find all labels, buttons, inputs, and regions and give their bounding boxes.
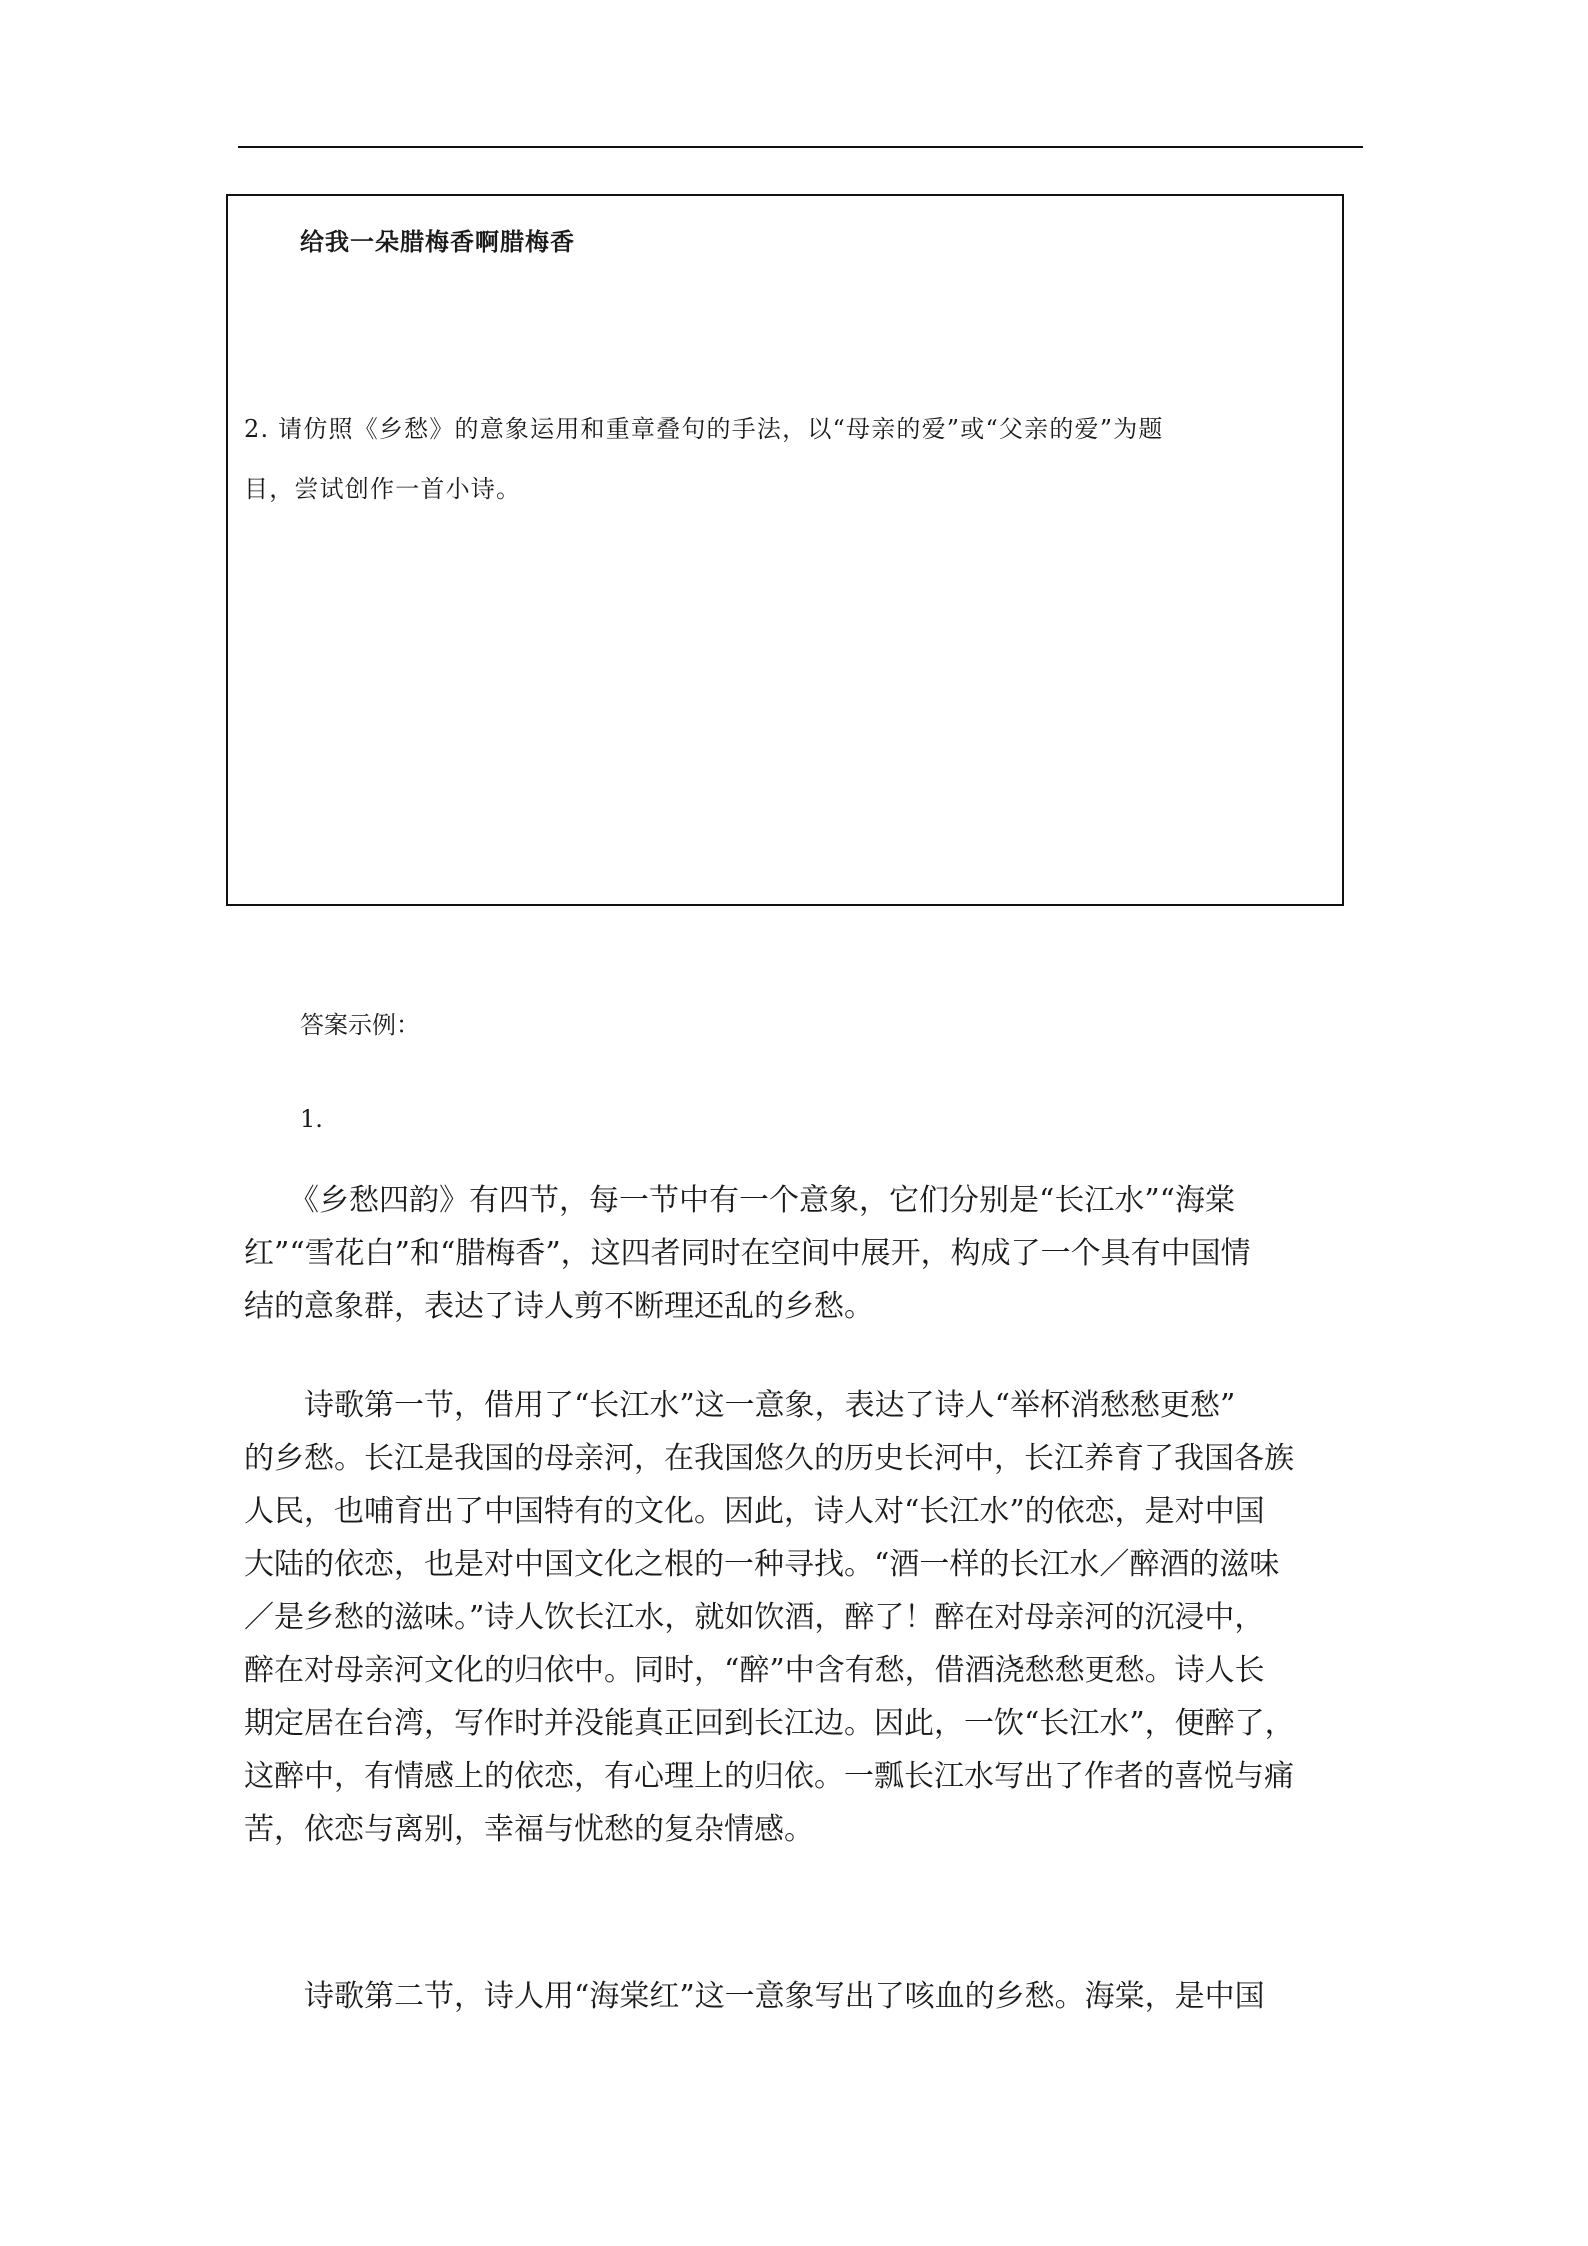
paragraph-line: 的乡愁。长江是我国的母亲河，在我国悠久的历史长河中，长江养育了我国各族 [244, 1441, 1294, 1476]
poem-line: 给我一朵腊梅香啊腊梅香 [300, 228, 575, 256]
paragraph-line: 诗歌第一节，借用了“长江水”这一意象，表达了诗人“举杯消愁愁更愁” [244, 1388, 1236, 1423]
answer-paragraph-2 [244, 1379, 1364, 1856]
answers-heading: 答案示例： [300, 1011, 420, 1039]
paragraph-line: 《乡愁四韵》有四节，每一节中有一个意象，它们分别是“长江水”“海棠 [244, 1183, 1236, 1218]
paragraph-line: 结的意象群，表达了诗人剪不断理还乱的乡愁。 [244, 1289, 874, 1324]
answer-paragraph-3 [244, 1970, 1364, 2023]
header-rule [238, 146, 1363, 148]
answer-1-label: 1. [300, 1105, 323, 1133]
question-2 [244, 399, 1334, 519]
paragraph-line: 诗歌第二节，诗人用“海棠红”这一意象写出了咳血的乡愁。海棠，是中国 [244, 1979, 1265, 2014]
paragraph-line: 这醉中，有情感上的依恋，有心理上的归依。一瓢长江水写出了作者的喜悦与痛 [244, 1759, 1294, 1794]
paragraph-line: 红”“雪花白”和“腊梅香”，这四者同时在空间中展开，构成了一个具有中国情 [244, 1236, 1251, 1271]
paragraph-line: ／是乡愁的滋味。”诗人饮长江水，就如饮酒，醉了！醉在对母亲河的沉浸中， [244, 1600, 1265, 1635]
question-2-line: 目，尝试创作一首小诗。 [244, 475, 522, 503]
question-2-line: 2. 请仿照《乡愁》的意象运用和重章叠句的手法，以“母亲的爱”或“父亲的爱”为题 [244, 415, 1164, 443]
paragraph-line: 大陆的依恋，也是对中国文化之根的一种寻找。“酒一样的长江水／醉酒的滋味 [244, 1547, 1280, 1582]
exercise-box [226, 194, 1344, 906]
paragraph-line: 期定居在台湾，写作时并没能真正回到长江边。因此，一饮“长江水”，便醉了， [244, 1706, 1295, 1741]
paragraph-line: 醉在对母亲河文化的归依中。同时，“醉”中含有愁，借酒浇愁愁更愁。诗人长 [244, 1653, 1265, 1688]
answer-paragraph-1 [244, 1174, 1364, 1333]
paragraph-line: 苦，依恋与离别，幸福与忧愁的复杂情感。 [244, 1812, 814, 1847]
paragraph-line: 人民，也哺育出了中国特有的文化。因此，诗人对“长江水”的依恋，是对中国 [244, 1494, 1265, 1529]
